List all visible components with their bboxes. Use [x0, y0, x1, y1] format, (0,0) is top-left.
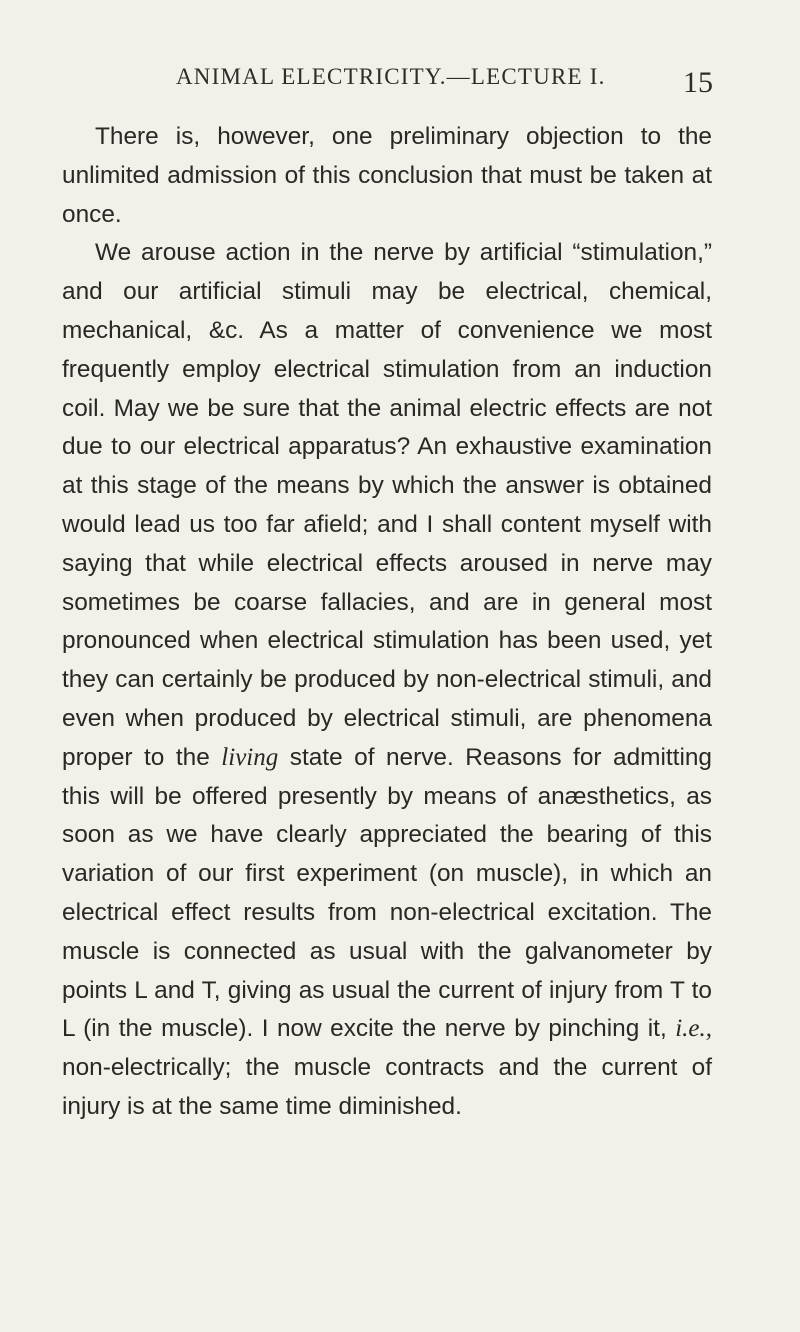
paragraph-2-part-1: We arouse action in the nerve by artificial “stimulation,” and our artificial stimuli may be electrical, chemical, mechanical, &c. As a matter of convenience we most frequently employ electrical stimulation from an induction coil. May we be sure that the animal electric effects are not due to our electrical apparatus? An exhaustive examination at this stage of the means by which the answer is obtained would lead us too far afield; and I shall content myself with saying that while electrical effects aroused in nerve may sometimes be coarse fallacies, and are in general most pronounced when electrical stimulation has been used, yet they can certainly be produced by non-electrical stimuli, and even when produced by electrical stimuli, are phenomena proper to the	[62, 239, 712, 771]
emphasis-ie: i.e.,	[675, 1015, 712, 1043]
body-text	[62, 118, 712, 1127]
running-head: ANIMAL ELECTRICITY.—LECTURE I.	[176, 64, 606, 89]
paragraph-1: There is, however, one preliminary objection to the unlimited admission of this conclusion that must be taken at once.	[62, 123, 712, 228]
paragraph-2	[62, 234, 712, 1126]
paragraph-2-part-3: non-electrically; the muscle contracts and the current of injury is at the same time diminished.	[62, 1054, 712, 1120]
emphasis-living: living	[221, 743, 279, 771]
paragraph-2-part-2: state of nerve. Reasons for admitting this will be offered presently by means of anæsthetics, as soon as we have clearly appreciated the bearing of this variation of our first experiment (on muscle), in which an electrical effect results from non-electrical excitation. The muscle is connected as usual with the galvanometer by points L and T, giving as usual the current of injury from T to L (in the muscle). I now excite the nerve by pinching it,	[62, 743, 713, 1043]
page-number: 15	[683, 66, 713, 99]
